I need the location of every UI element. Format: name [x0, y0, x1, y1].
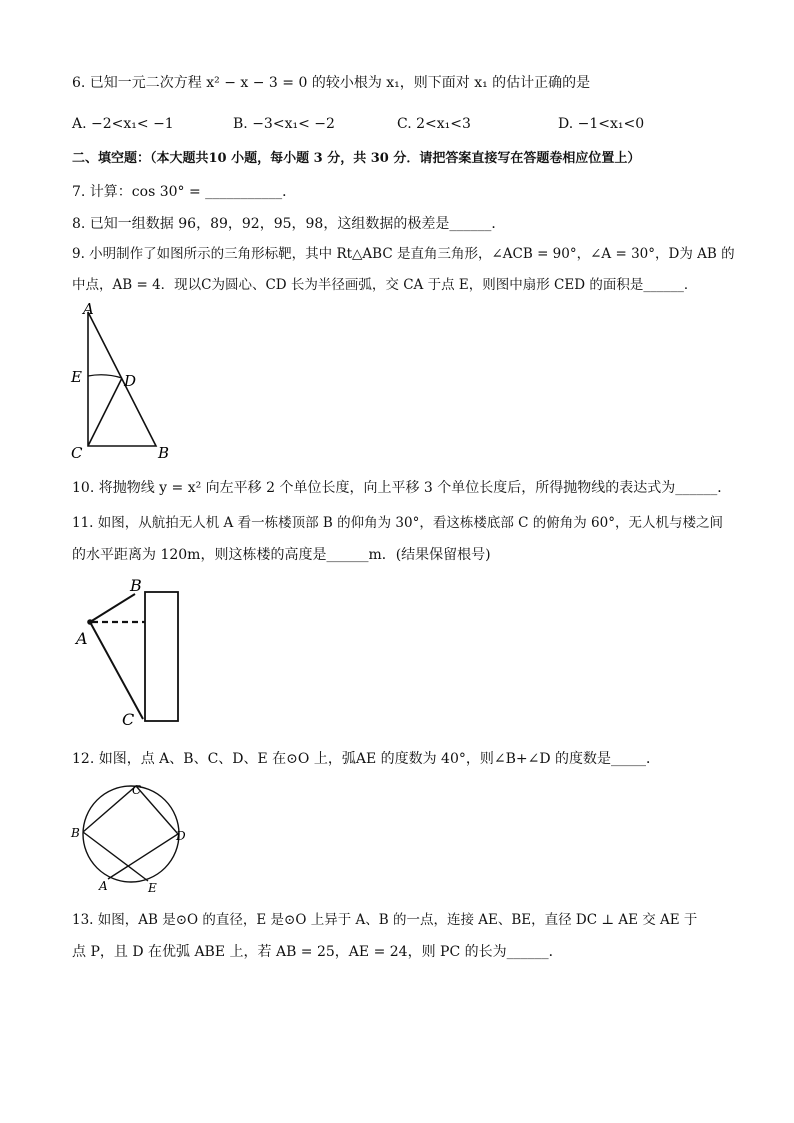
label-a: A: [83, 300, 94, 318]
label-c: C: [132, 783, 142, 797]
q11-line2: 的水平距离为 120m，则这栋楼的高度是______m．(结果保留根号): [72, 547, 491, 563]
label-d: D: [124, 372, 137, 390]
q6-stem: 6. 已知一元二次方程 x² − x − 3 = 0 的较小根为 x₁，则下面对 x₁ 的估计正确的是: [72, 75, 591, 91]
q11-line1: 11. 如图，从航拍无人机 A 看一栋楼顶部 B 的仰角为 30°，看这栋楼底部 C 的俯角为 60°，无人机与楼之间: [72, 515, 723, 531]
q11-figure: [70, 572, 190, 734]
q9-line1: 9. 小明制作了如图所示的三角形标靶，其中 Rt△ABC 是直角三角形，∠ACB = 90°，∠A = 30°，D为 AB 的: [72, 246, 735, 262]
q13-line1: 13. 如图，AB 是⊙O 的直径，E 是⊙O 上异于 A、B 的一点，连接 AE、BE，直径 DC ⊥ AE 交 AE 于: [72, 912, 698, 928]
q10-text: 10. 将抛物线 y = x² 向左平移 2 个单位长度，向上平移 3 个单位长度后，所得抛物线的表达式为______．: [72, 480, 732, 496]
q9-line2: 中点，AB = 4．现以C为圆心、CD 长为半径画弧，交 CA 于点 E，则图中扇形 CED 的面积是______．: [72, 277, 698, 293]
triangle-abc: [88, 312, 156, 446]
section-heading: 二、填空题：（本大题共10 小题，每小题 3 分，共 30 分．请把答案直接写在答题卷相应位置上）: [72, 151, 641, 166]
q12-text: 12. 如图，点 A、B、C、D、E 在⊙O 上，弧AE 的度数为 40°，则∠B+∠D 的度数是_____．: [72, 751, 661, 767]
label-b: B: [158, 444, 170, 462]
label-c: C: [122, 710, 135, 729]
label-d: D: [176, 829, 186, 843]
q9-figure: [66, 300, 176, 465]
q6-option-b: B. −3<x₁< −2: [233, 116, 335, 132]
label-b: B: [130, 576, 142, 595]
q12-figure: [66, 778, 196, 896]
label-b: B: [71, 826, 80, 840]
label-a: A: [76, 629, 88, 648]
drone-point: [87, 619, 93, 625]
label-e: E: [148, 881, 157, 895]
building: [145, 592, 178, 721]
label-a: A: [99, 879, 108, 893]
label-c: C: [71, 444, 83, 462]
q8-text: 8. 已知一组数据 96，89，92，95，98，这组数据的极差是______．: [72, 216, 506, 232]
arc-ed: [88, 375, 122, 378]
sight-lines: [90, 594, 143, 719]
q7-text: 7. 计算：cos 30° = ___________．: [72, 184, 297, 200]
q6-option-a: A. −2<x₁< −1: [72, 116, 174, 132]
label-e: E: [71, 368, 82, 386]
q6-option-d: D. −1<x₁<0: [558, 116, 645, 132]
q13-line2: 点 P，且 D 在优弧 ABE 上，若 AB = 25，AE = 24，则 PC 的长为______．: [72, 944, 563, 960]
q6-option-c: C. 2<x₁<3: [397, 116, 471, 132]
